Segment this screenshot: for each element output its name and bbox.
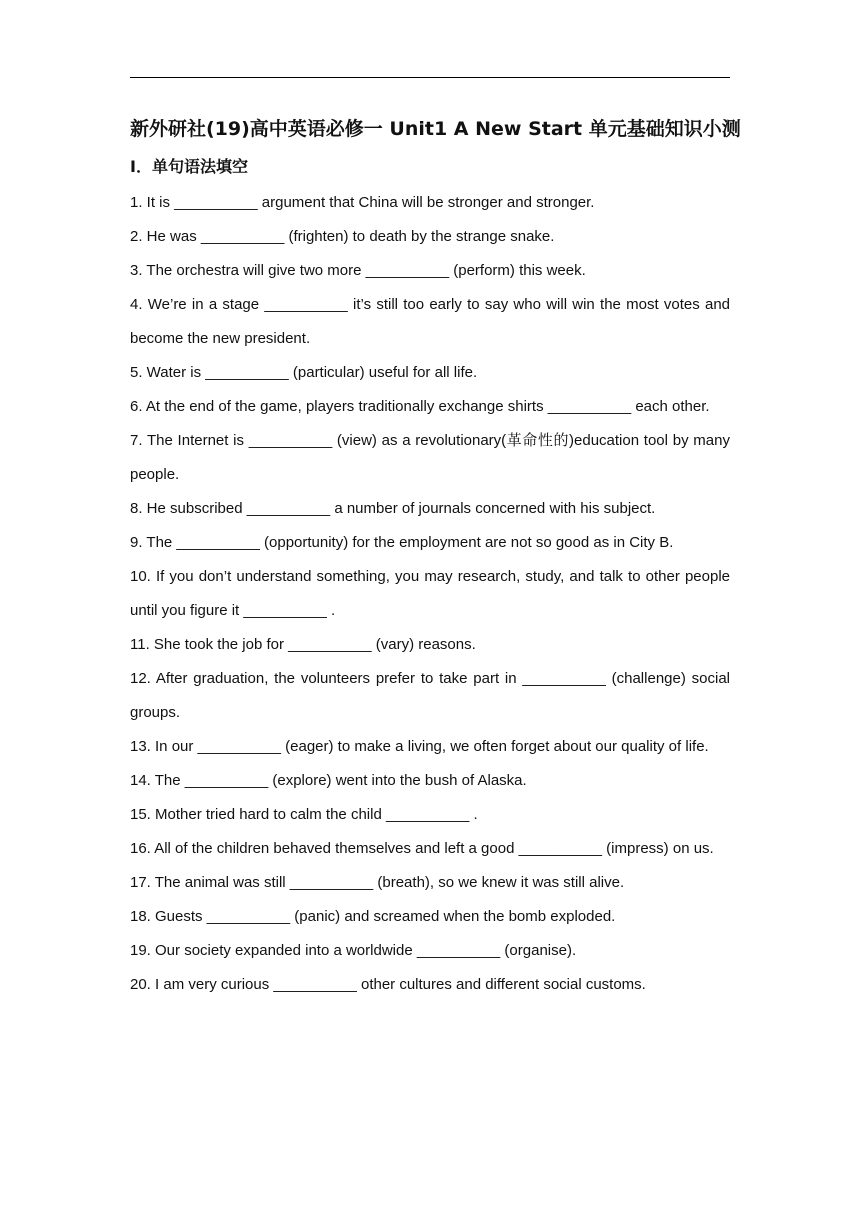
document-title: 新外研社(19)高中英语必修一 Unit1 A New Start 单元基础知识小测	[130, 118, 741, 140]
question-item: 11. She took the job for __________ (vary) reasons.	[130, 636, 476, 653]
question-item: 4. We’re in a stage __________ it’s still too early to say who will win the most votes and become the new president.	[130, 296, 730, 347]
question-item: 8. He subscribed __________ a number of journals concerned with his subject.	[130, 500, 656, 517]
question-item: 17. The animal was still __________ (breath), so we knew it was still alive.	[130, 874, 625, 891]
header-rule	[130, 77, 730, 78]
question-item: 16. All of the children behaved themselves and left a good __________ (impress) on us.	[130, 840, 714, 857]
question-item: 10. If you don’t understand something, you may research, study, and talk to other people until you figure it __________ .	[130, 568, 730, 619]
question-item: 3. The orchestra will give two more __________ (perform) this week.	[130, 262, 586, 279]
question-item: 2. He was __________ (frighten) to death by the strange snake.	[130, 228, 555, 245]
question-item: 6. At the end of the game, players traditionally exchange shirts __________ each other.	[130, 398, 710, 415]
question-item: 14. The __________ (explore) went into the bush of Alaska.	[130, 772, 527, 789]
question-list	[130, 186, 730, 1002]
question-item: 12. After graduation, the volunteers prefer to take part in __________ (challenge) social groups.	[130, 670, 730, 721]
question-item: 9. The __________ (opportunity) for the employment are not so good as in City B.	[130, 534, 674, 551]
question-item: 15. Mother tried hard to calm the child __________ .	[130, 806, 478, 823]
question-item: 19. Our society expanded into a worldwide __________ (organise).	[130, 942, 577, 959]
question-item: 13. In our __________ (eager) to make a living, we often forget about our quality of life.	[130, 738, 709, 755]
question-item: 1. It is __________ argument that China will be stronger and stronger.	[130, 194, 595, 211]
question-item: 20. I am very curious __________ other cultures and different social customs.	[130, 976, 646, 993]
section-heading: Ⅰ．单句语法填空	[130, 157, 248, 176]
question-item: 18. Guests __________ (panic) and screamed when the bomb exploded.	[130, 908, 616, 925]
question-item: 7. The Internet is __________ (view) as a revolutionary(革命性的)education tool by many people.	[130, 432, 730, 483]
question-item: 5. Water is __________ (particular) useful for all life.	[130, 364, 478, 381]
